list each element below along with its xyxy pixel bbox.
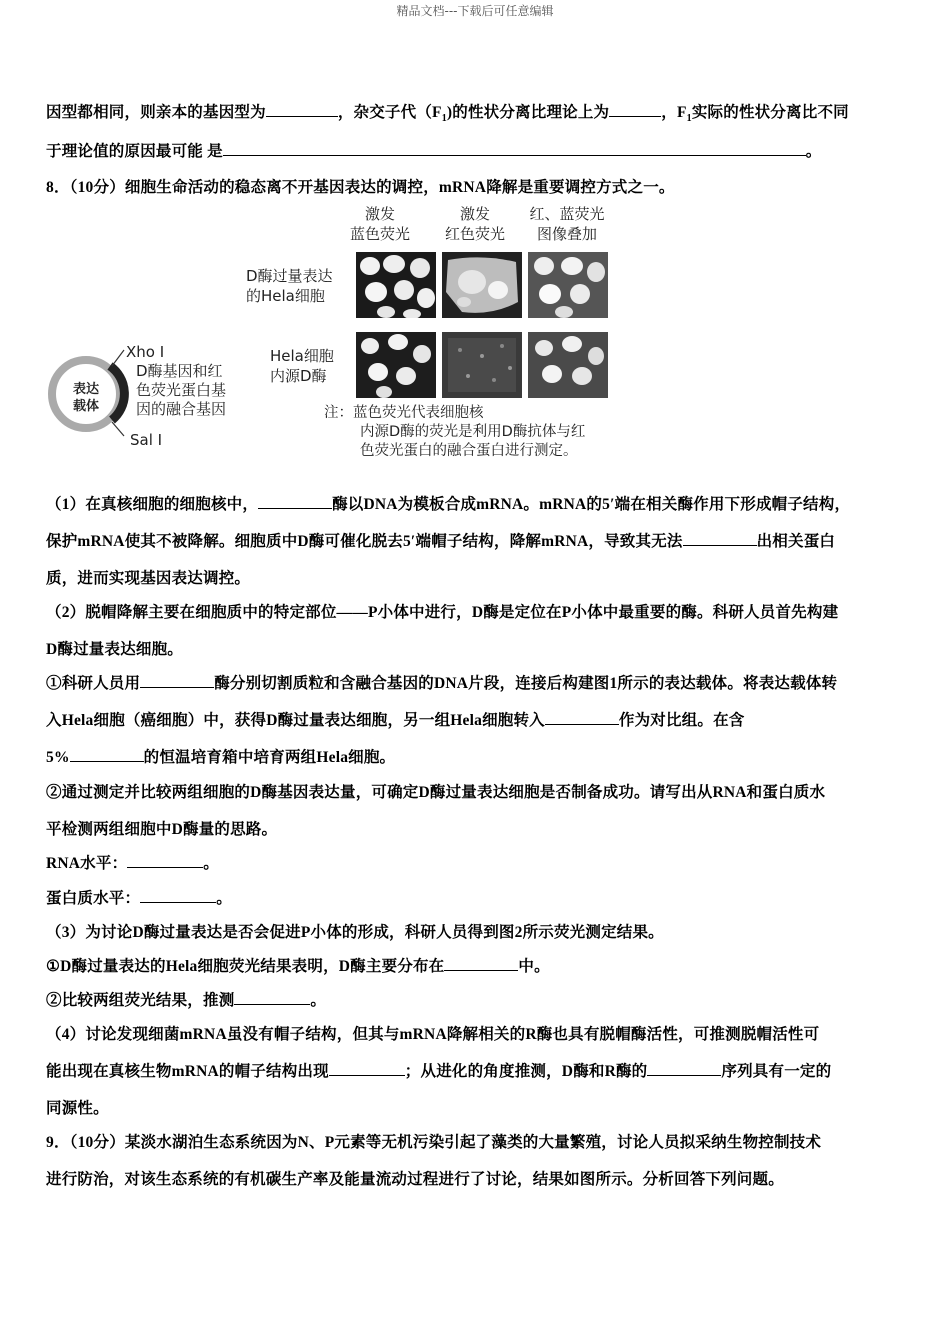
text: )的性状分离比理论上为	[446, 104, 610, 121]
text: ①D酶过量表达的Hela细胞荧光结果表明，D酶主要分布在	[46, 958, 445, 975]
text: 因型都相同，则亲本的基因型为	[46, 104, 266, 121]
text-line-1	[46, 100, 849, 124]
text: 酶分别切割质粒和含融合基因的DNA片段，连接后构建图1所示的表达载体。将表达载体转	[214, 675, 838, 692]
micrograph-blue-endogenous	[356, 332, 436, 398]
answer-blank[interactable]	[223, 141, 806, 156]
restriction-site-xho: Xho Ⅰ	[126, 343, 165, 361]
text-line-9	[46, 671, 837, 693]
answer-blank[interactable]	[545, 710, 619, 725]
answer-blank[interactable]	[609, 102, 661, 117]
text-line-23: 进行防治，对该生态系统的有机碳生产率及能量流动过程进行了讨论，结果如图所示。分析回答下列问题。	[46, 1171, 784, 1188]
text: ，杂交子代（F	[337, 104, 442, 121]
micrograph-red-overexpress	[442, 252, 522, 318]
page-header: 精品文档---下载后可任意编辑	[396, 4, 554, 18]
answer-blank[interactable]	[140, 888, 216, 903]
text-line-19: （4）讨论发现细菌mRNA虽没有帽子结构，但其与mRNA降解相关的R酶也具有脱帽酶活性，可推测脱帽活性可	[46, 1026, 820, 1043]
figure-1-2	[46, 204, 646, 474]
text: 于理论值的原因最可能 是	[46, 143, 223, 160]
text-line-8: D酶过量表达细胞。	[46, 641, 183, 658]
micrograph-blue-overexpress	[356, 252, 436, 318]
text-line-10	[46, 708, 745, 730]
text: ①科研人员用	[46, 675, 141, 692]
text-line-17	[46, 954, 550, 976]
text: 的恒温培育箱中培育两组Hela细胞。	[143, 749, 396, 766]
answer-blank[interactable]	[329, 1061, 405, 1076]
answer-blank[interactable]	[258, 494, 332, 509]
plasmid-center-label: 表达 载体	[73, 382, 100, 414]
text: 保护mRNA使其不被降解。细胞质中D酶可催化脱去5′端帽子结构，降解mRNA，导致其无法	[46, 533, 683, 550]
text-line-20	[46, 1059, 831, 1081]
text: 5%	[46, 749, 70, 766]
text: 作为对比组。在含	[618, 712, 745, 729]
answer-blank[interactable]	[70, 747, 144, 762]
micrograph-overlay-overexpress	[528, 252, 608, 318]
text: 蛋白质水平：	[46, 890, 141, 907]
col-header-blue: 激发 蓝色荧光	[349, 205, 410, 243]
text: 。	[216, 890, 232, 907]
answer-blank[interactable]	[234, 990, 310, 1005]
restriction-site-sal: Sal Ⅰ	[130, 431, 163, 449]
text: 中。	[518, 958, 550, 975]
text-line-21: 同源性。	[46, 1100, 109, 1117]
text: （1）在真核细胞的细胞核中，	[46, 496, 259, 513]
text: 。	[310, 992, 327, 1009]
text: 。	[805, 143, 822, 160]
text: 酶以DNA为模板合成mRNA。mRNA的5′端在相关酶作用下形成帽子结构，	[332, 496, 851, 513]
text-line-4	[46, 492, 850, 514]
text-line-7: （2）脱帽降解主要在细胞质中的特定部位——P小体中进行，D酶是定位在P小体中最重要的酶。科研人员首先构建	[46, 604, 839, 621]
text: 入Hela细胞（癌细胞）中，获得D酶过量表达细胞，另一组Hela细胞转入	[46, 712, 545, 729]
micrograph-overlay-endogenous	[528, 332, 608, 398]
answer-blank[interactable]	[266, 102, 338, 117]
text: 实际的性状分离比不同	[691, 104, 849, 121]
question-9-title: 9．（10分）某淡水湖泊生态系统因为N、P元素等无机污染引起了藻类的大量繁殖，讨论人员拟采纳生物控制技术	[46, 1134, 822, 1151]
col-header-overlay: 红、蓝荧光 图像叠加	[529, 205, 605, 243]
fusion-gene-label: D酶基因和红 色荧光蛋白基 因的融合基因	[136, 362, 227, 418]
text-line-13: 平检测两组细胞中D酶量的思路。	[46, 821, 278, 838]
col-header-red: 激发 红色荧光	[444, 205, 505, 243]
subscript: 1	[441, 113, 447, 125]
answer-blank[interactable]	[683, 531, 757, 546]
text-line-14	[46, 851, 219, 873]
text: 序列具有一定的	[721, 1063, 832, 1080]
text: 出相关蛋白	[756, 533, 836, 550]
text: 能出现在真核生物mRNA的帽子结构出现	[46, 1063, 329, 1080]
text: ；从进化的角度推测，D酶和R酶的	[404, 1063, 648, 1080]
text-line-12: ②通过测定并比较两组细胞的D酶基因表达量，可确定D酶过量表达细胞是否制备成功。请写出从RNA和蛋白质水	[46, 784, 826, 801]
row-label-overexpress: D酶过量表达 的Hela细胞	[246, 267, 333, 305]
text-line-6: 质，进而实现基因表达调控。	[46, 570, 251, 587]
figure-note: 注：蓝色荧光代表细胞核 内源D酶的荧光是利用D酶抗体与红 色荧光蛋白的融合蛋白进行测定。	[324, 405, 586, 459]
question-8-title: 8．（10分）细胞生命活动的稳态离不开基因表达的调控，mRNA降解是重要调控方式之一。	[46, 179, 675, 196]
text-line-16: （3）为讨论D酶过量表达是否会促进P小体的形成，科研人员得到图2所示荧光测定结果。	[46, 924, 664, 941]
text-line-5	[46, 529, 835, 551]
row-label-endogenous: Hela细胞 内源D酶	[270, 347, 334, 385]
text: ，F	[661, 104, 687, 121]
text: 。	[203, 855, 219, 872]
answer-blank[interactable]	[140, 673, 214, 688]
text-line-11	[46, 745, 395, 767]
answer-blank[interactable]	[647, 1061, 721, 1076]
micrograph-red-endogenous	[442, 332, 522, 398]
answer-blank[interactable]	[127, 853, 203, 868]
text-line-18	[46, 988, 326, 1010]
answer-blank[interactable]	[444, 956, 518, 971]
text-line-15	[46, 886, 232, 908]
text: ②比较两组荧光结果，推测	[46, 992, 235, 1009]
text-line-2	[46, 139, 821, 161]
subscript: 1	[686, 113, 692, 125]
text: RNA水平：	[46, 855, 128, 872]
